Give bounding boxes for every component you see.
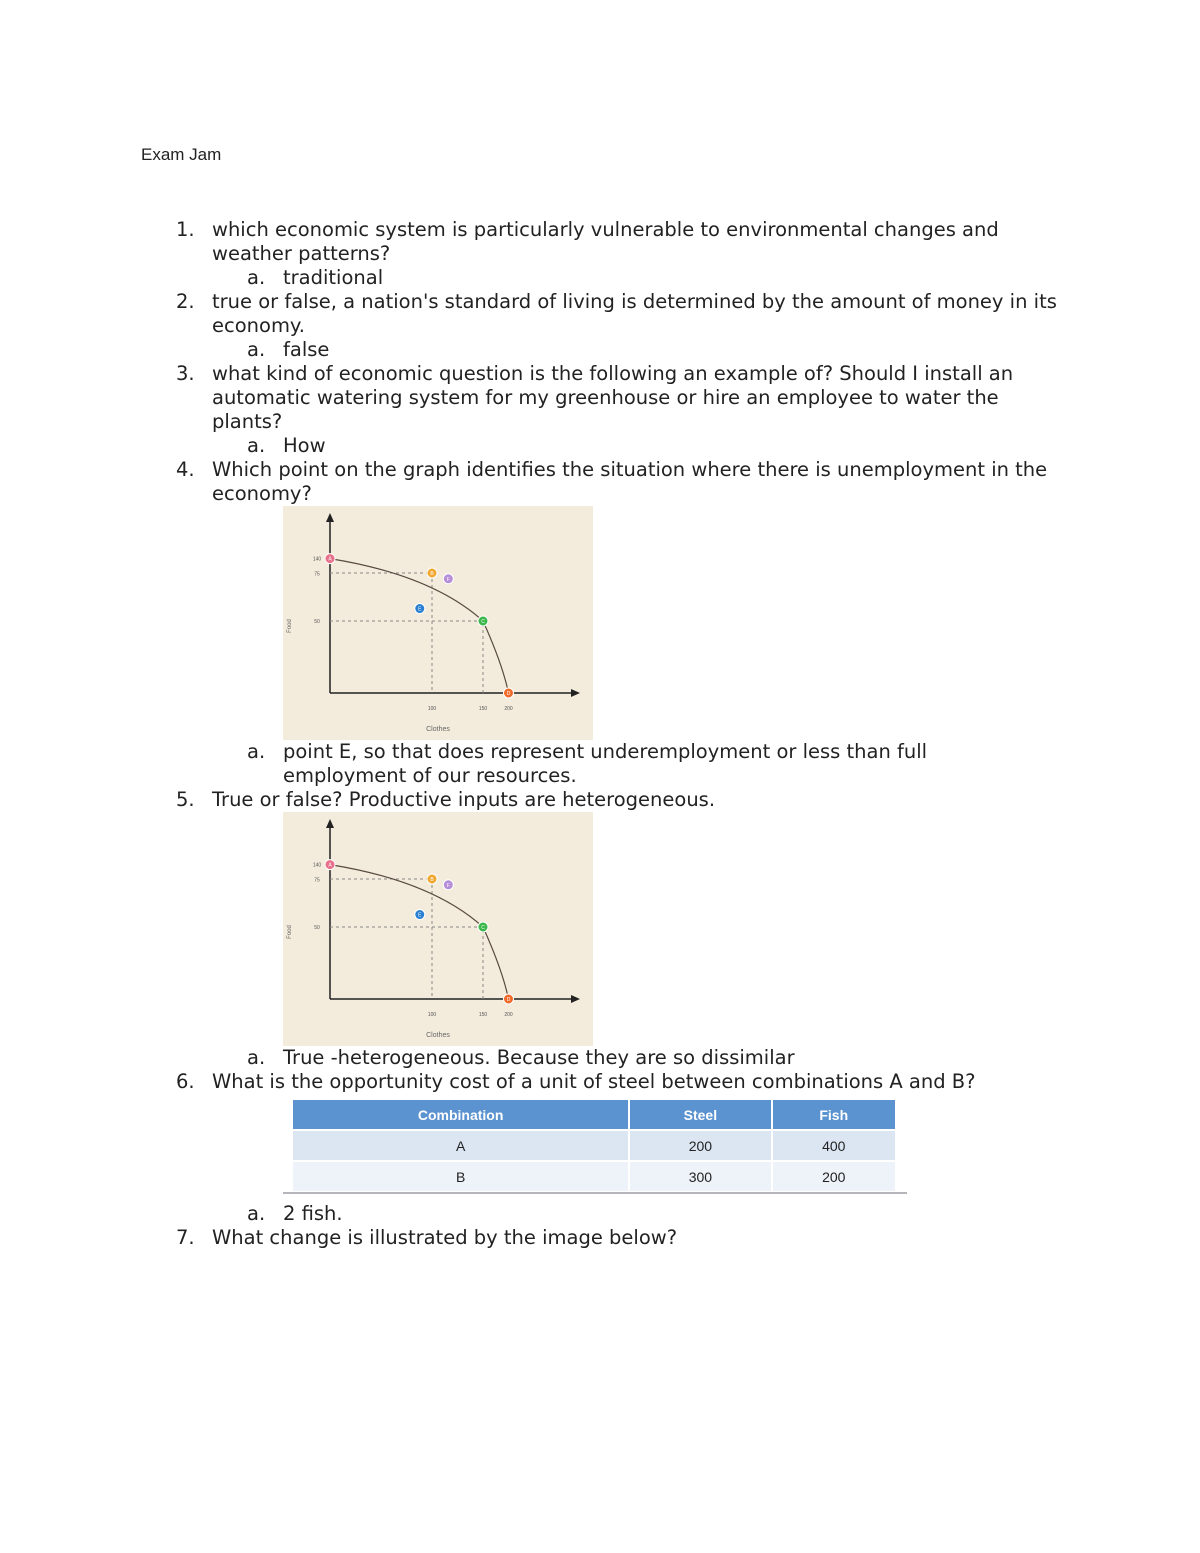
answer-letter: a. — [247, 1046, 266, 1069]
question-text: What change is illustrated by the image below? — [212, 1226, 678, 1249]
y-tick-label: 140 — [312, 556, 322, 563]
answer-2 — [0, 338, 1200, 362]
y-tick-label: 75 — [314, 571, 320, 578]
point-label: B — [430, 571, 434, 577]
table-cell: 200 — [629, 1130, 771, 1161]
table-cell: 400 — [772, 1130, 897, 1161]
question-2 — [0, 290, 1200, 338]
question-text: True or false? Productive inputs are heterogeneous. — [212, 788, 716, 811]
question-number: 2. — [176, 290, 195, 313]
answer-1 — [0, 266, 1200, 290]
y-tick-label: 140 — [312, 862, 322, 869]
ppf-chart-1 — [283, 506, 593, 740]
question-4 — [0, 458, 1200, 506]
table-cell: A — [293, 1130, 629, 1161]
question-number: 5. — [176, 788, 195, 811]
table-row — [293, 1161, 896, 1191]
answer-letter: a. — [247, 338, 266, 361]
question-text: which economic system is particularly vulnerable to environmental changes and weather patterns? — [212, 218, 999, 265]
x-tick-label: 100 — [427, 1012, 437, 1018]
point-label: C — [481, 619, 485, 625]
answer-text: How — [283, 434, 326, 457]
answer-text: false — [283, 338, 330, 361]
table-row — [293, 1130, 896, 1161]
point-label: E — [418, 606, 422, 613]
table-header-cell: Fish — [772, 1100, 897, 1130]
ppf-chart-svg — [283, 506, 593, 740]
answer-text: traditional — [283, 266, 384, 289]
question-text: true or false, a nation's standard of living is determined by the amount of money in its economy. — [212, 290, 1057, 337]
question-number: 6. — [176, 1070, 195, 1093]
question-number: 7. — [176, 1226, 195, 1249]
point-label: B — [430, 877, 434, 883]
answer-letter: a. — [247, 740, 266, 763]
question-6 — [0, 1070, 1200, 1094]
ppf-chart-2 — [283, 812, 593, 1046]
x-axis-label: Clothes — [426, 726, 450, 733]
y-axis-label: Food — [287, 925, 293, 939]
point-label: F — [446, 576, 450, 583]
question-text: Which point on the graph identifies the situation where there is unemployment in the economy? — [212, 458, 1048, 505]
question-list — [0, 218, 1200, 1250]
answer-3 — [0, 434, 1200, 458]
point-label: D — [506, 997, 511, 1003]
answer-5 — [0, 1046, 1200, 1070]
table-header-cell: Combination — [293, 1100, 629, 1130]
answer-6 — [0, 1202, 1200, 1226]
y-tick-label: 50 — [314, 619, 320, 625]
question-text: what kind of economic question is the following an example of? Should I install an automatic watering system for my greenhouse or hire an employee to water the plants? — [212, 362, 1014, 433]
y-tick-label: 50 — [314, 925, 320, 931]
x-tick-label: 100 — [427, 706, 437, 712]
question-3 — [0, 362, 1200, 434]
answer-text: True -heterogeneous. Because they are so dissimilar — [283, 1046, 795, 1069]
table-header-cell: Steel — [629, 1100, 771, 1130]
answer-letter: a. — [247, 434, 266, 457]
x-tick-label: 150 — [478, 706, 488, 712]
table-header-row — [293, 1100, 896, 1130]
x-tick-label: 200 — [504, 1012, 513, 1018]
y-tick-label: 75 — [314, 877, 320, 884]
ppf-chart-svg — [283, 812, 593, 1046]
answer-letter: a. — [247, 266, 266, 289]
point-label: A — [328, 556, 332, 563]
steel-fish-table-figure — [283, 1094, 907, 1202]
question-5 — [0, 788, 1200, 812]
point-label: A — [328, 862, 332, 869]
question-number: 4. — [176, 458, 195, 481]
question-number: 1. — [176, 218, 195, 241]
question-number: 3. — [176, 362, 195, 385]
document-title: Exam Jam — [141, 145, 222, 164]
question-1 — [0, 218, 1200, 266]
answer-letter: a. — [247, 1202, 266, 1225]
x-axis-label: Clothes — [426, 1032, 450, 1039]
answer-text: 2 fish. — [283, 1202, 343, 1225]
y-axis-label: Food — [287, 619, 293, 633]
point-label: C — [481, 925, 485, 931]
question-text: What is the opportunity cost of a unit of steel between combinations A and B? — [212, 1070, 976, 1093]
answer-text: point E, so that does represent underemployment or less than full employment of our resources. — [283, 740, 928, 787]
point-label: D — [506, 691, 511, 697]
answer-4 — [0, 740, 1200, 788]
combination-table — [293, 1100, 897, 1191]
table-cell: B — [293, 1161, 629, 1191]
x-tick-label: 200 — [504, 706, 513, 712]
x-tick-label: 150 — [478, 1012, 488, 1018]
table-cell: 200 — [772, 1161, 897, 1191]
table-cell: 300 — [629, 1161, 771, 1191]
point-label: F — [446, 882, 450, 889]
point-label: E — [418, 912, 422, 919]
table-divider — [283, 1192, 907, 1194]
question-7 — [0, 1226, 1200, 1250]
